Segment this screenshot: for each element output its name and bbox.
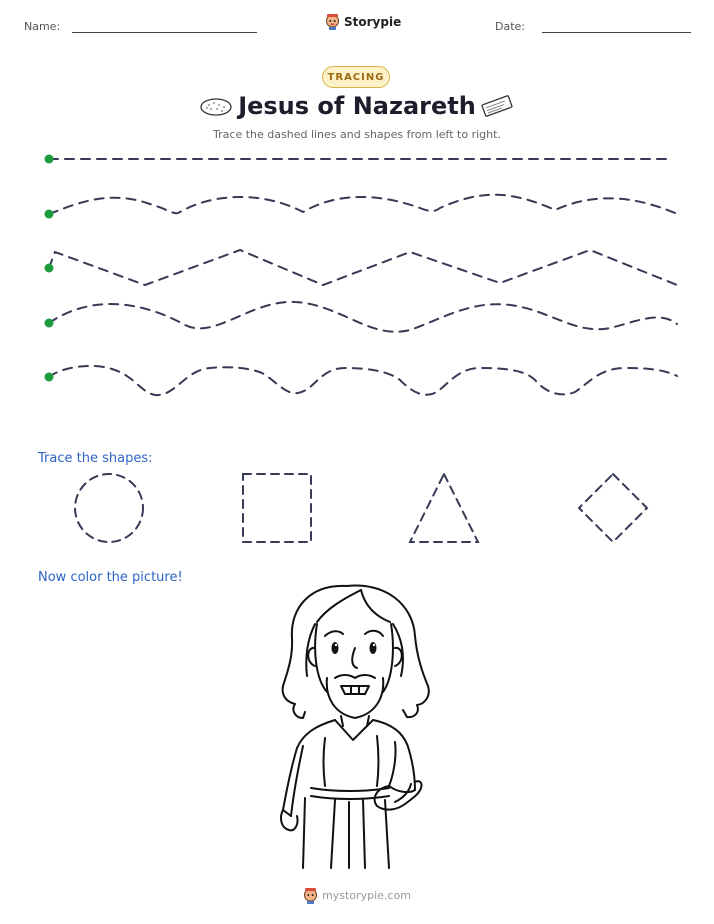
tracing-shapes-area <box>0 465 714 550</box>
brand-logo <box>325 13 401 30</box>
storypie-mascot-icon <box>325 13 340 30</box>
footer-url[interactable]: mystorypie.com <box>322 889 411 902</box>
start-dot-2 <box>45 210 54 219</box>
tracing-lines-area <box>0 140 714 410</box>
shape-square[interactable] <box>243 474 311 542</box>
start-dot-4 <box>45 319 54 328</box>
shapes-heading: Trace the shapes: <box>38 451 153 466</box>
tablet-icon <box>479 94 515 118</box>
tracing-line-zigzag[interactable] <box>49 250 677 285</box>
tracing-badge: TRACING <box>322 66 390 88</box>
name-line[interactable] <box>72 32 257 33</box>
name-label: Name: <box>24 20 61 33</box>
footer <box>0 887 714 904</box>
tracing-line-smooth-wave[interactable] <box>49 302 677 332</box>
tracing-line-bumpy-wave[interactable] <box>49 366 677 395</box>
jesus-coloring-illustration <box>265 578 445 873</box>
start-dot-3 <box>45 264 54 273</box>
date-label: Date: <box>495 20 525 33</box>
start-dot-5 <box>45 373 54 382</box>
color-heading: Now color the picture! <box>38 570 183 585</box>
brand-name: Storypie <box>344 14 402 29</box>
shape-diamond[interactable] <box>579 474 647 542</box>
date-line[interactable] <box>542 32 691 33</box>
page-title: Jesus of Nazareth <box>238 92 476 120</box>
start-dot-1 <box>45 155 54 164</box>
tracing-line-gentle-wave[interactable] <box>49 195 675 214</box>
storypie-mascot-icon <box>303 887 318 904</box>
shape-circle[interactable] <box>75 474 143 542</box>
instructions: Trace the dashed lines and shapes from left to right. <box>213 128 501 141</box>
shape-triangle[interactable] <box>410 474 478 542</box>
